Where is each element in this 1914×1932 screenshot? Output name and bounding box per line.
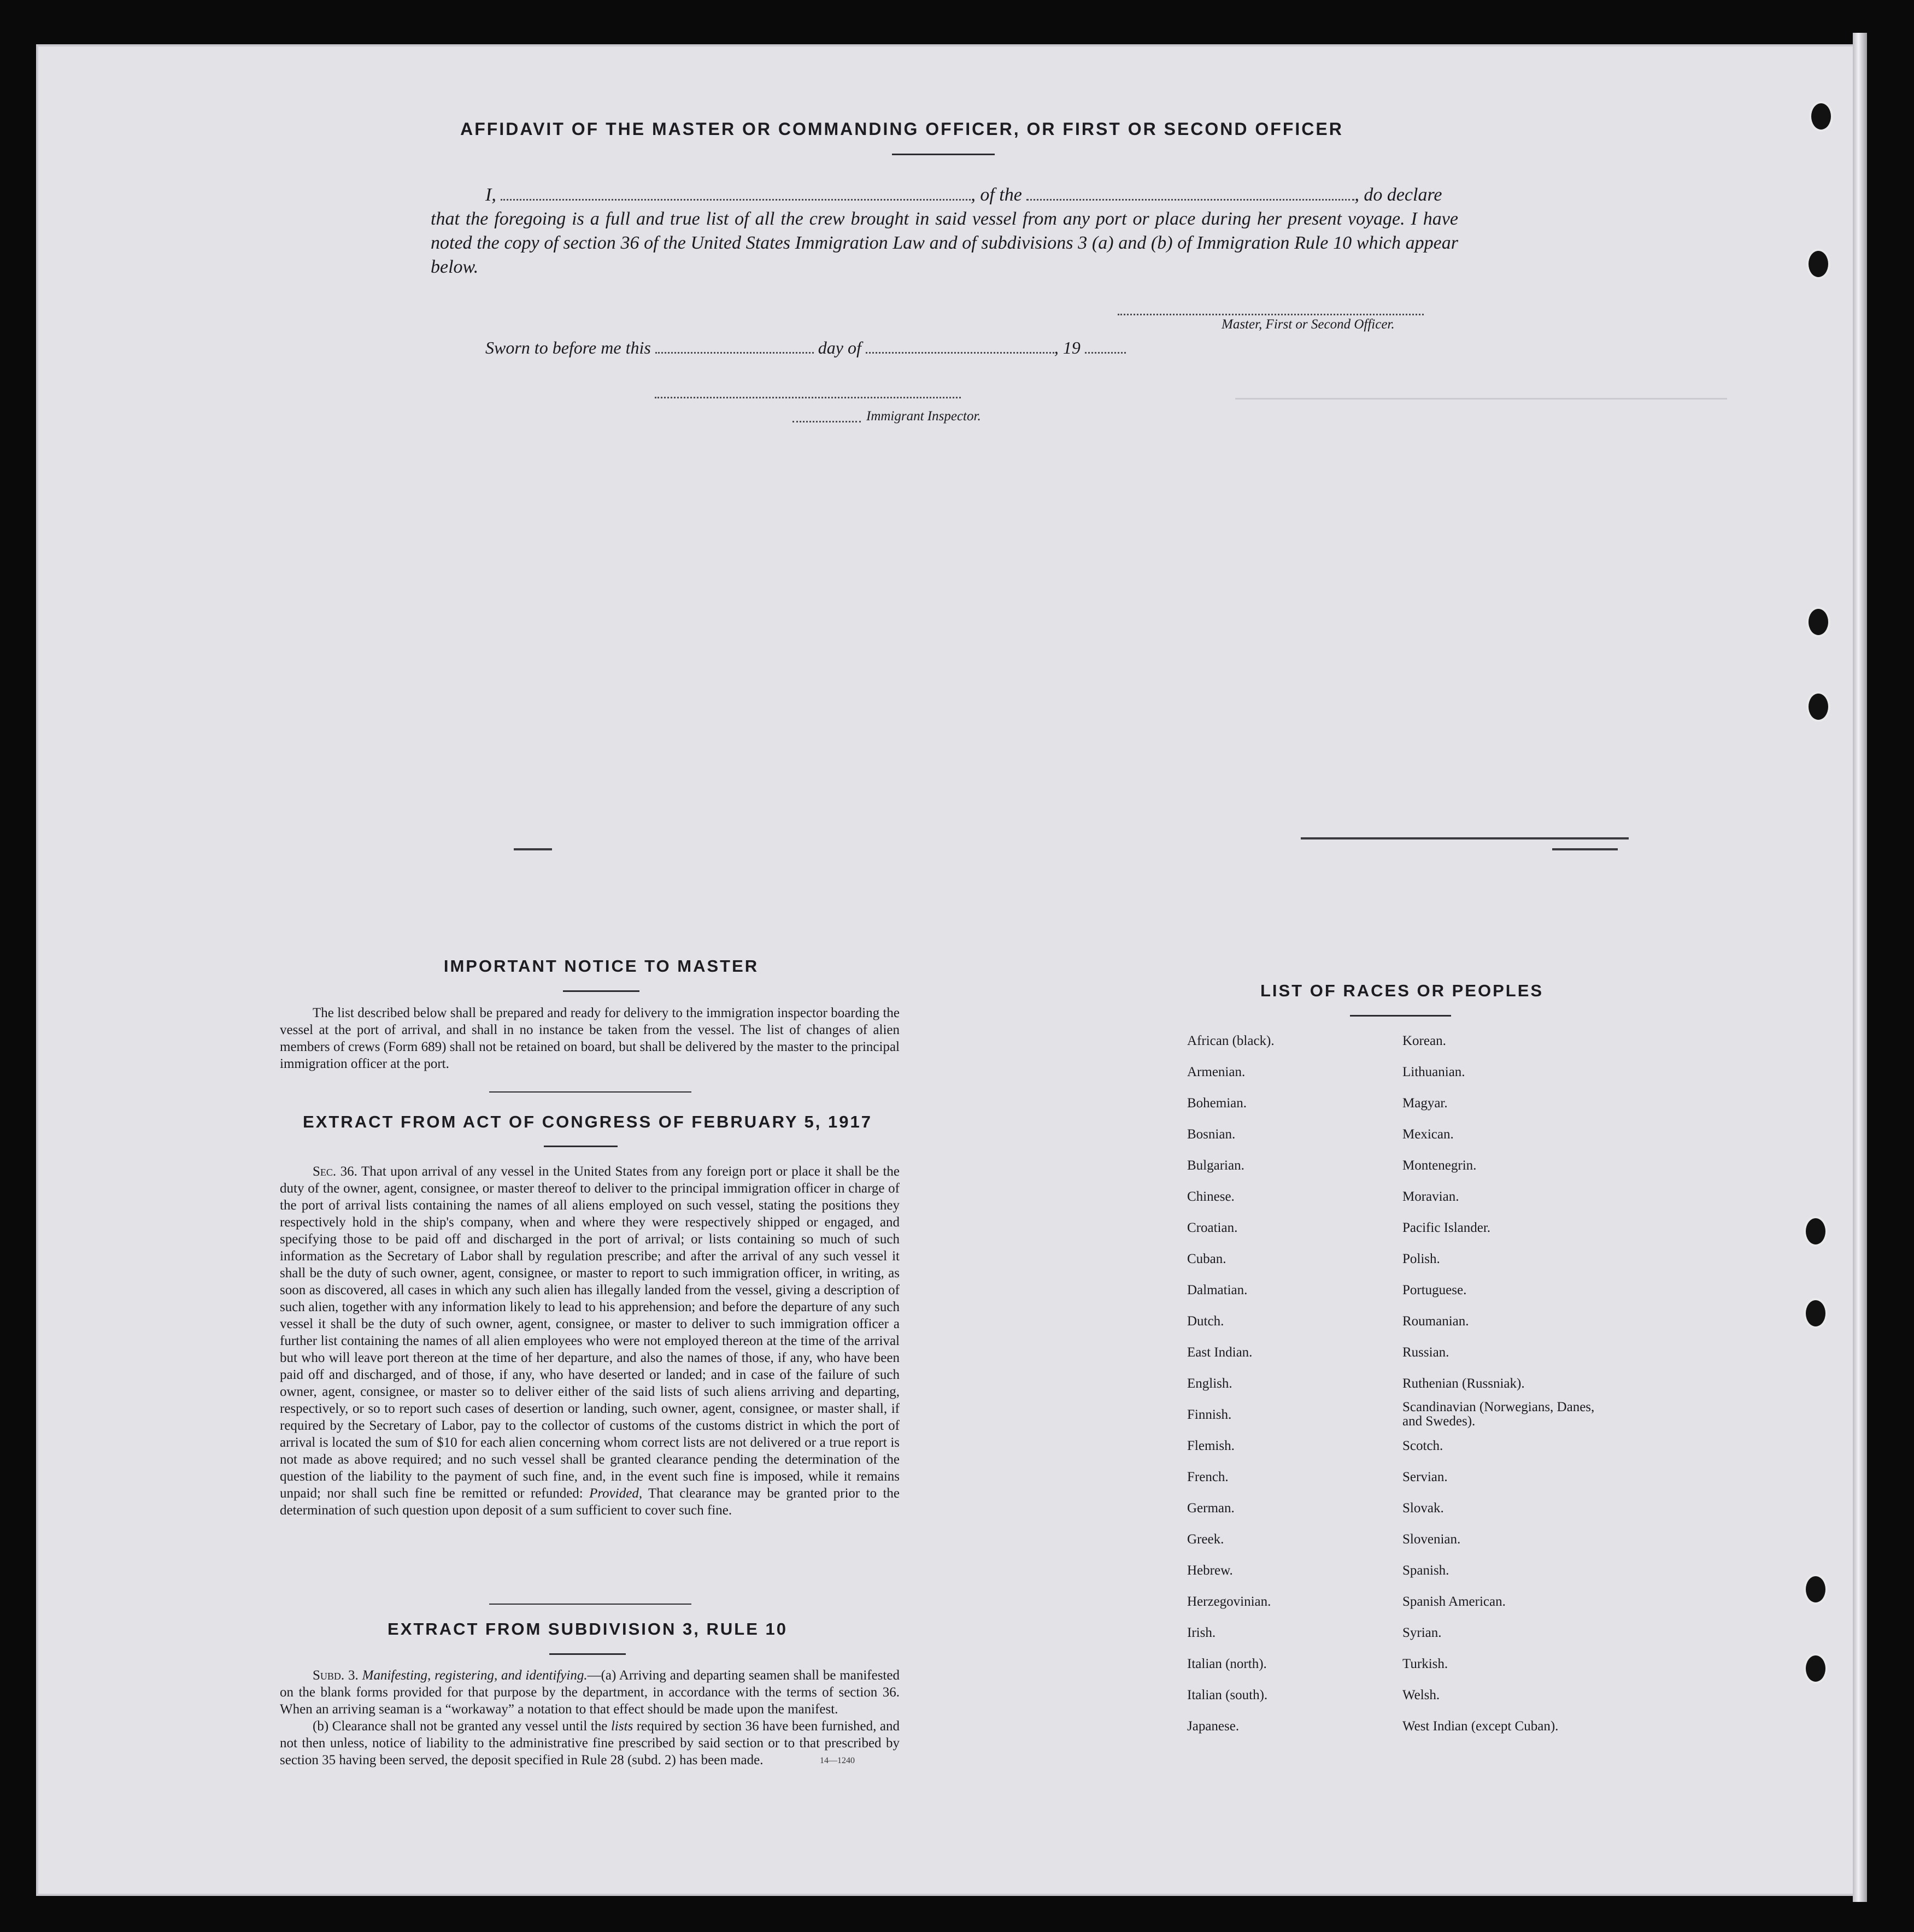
race-item: Bohemian. bbox=[1187, 1096, 1247, 1111]
rule-extract-title: EXTRACT FROM SUBDIVISION 3, RULE 10 bbox=[388, 1619, 788, 1639]
affidavit-title: AFFIDAVIT OF THE MASTER OR COMMANDING OFFICER, OR FIRST OR SECOND OFFICER bbox=[460, 119, 1343, 139]
race-item: Italian (south). bbox=[1187, 1688, 1268, 1702]
race-item: Dalmatian. bbox=[1187, 1283, 1248, 1297]
day-of-label: day of bbox=[818, 338, 861, 357]
race-item: Herzegovinian. bbox=[1187, 1594, 1271, 1609]
race-item: Portuguese. bbox=[1402, 1283, 1467, 1297]
race-item: Polish. bbox=[1402, 1252, 1440, 1266]
bleed-through-line bbox=[514, 848, 552, 850]
sworn-month-field[interactable] bbox=[866, 339, 1054, 354]
sworn-label: Sworn to before me this bbox=[485, 338, 651, 357]
bleed-through-line bbox=[1301, 837, 1629, 839]
officer-signature-field[interactable] bbox=[1118, 301, 1424, 315]
race-item: Flemish. bbox=[1187, 1438, 1235, 1453]
title-underline bbox=[892, 154, 995, 155]
page-edge bbox=[1853, 33, 1867, 1902]
race-item: Slovak. bbox=[1402, 1501, 1444, 1516]
inspector-signature-field-2[interactable] bbox=[792, 408, 861, 422]
race-item: Chinese. bbox=[1187, 1189, 1235, 1204]
race-item: Korean. bbox=[1402, 1033, 1446, 1048]
race-item: Servian. bbox=[1402, 1470, 1448, 1484]
paragraph-b-rest: required by section 36 have been furnished, and not then unless, notice of liability to the administrative fine prescribed by said section or to that prescribed by section 35 having been served, the deposit specified in Rule 28 (subd. 2) has been made. bbox=[280, 1719, 900, 1767]
sec-label: Sec. 36. bbox=[313, 1164, 357, 1179]
form-number: 14—1240 bbox=[820, 1756, 855, 1765]
act-extract-title: EXTRACT FROM ACT OF CONGRESS OF FEBRUARY 5, 1917 bbox=[303, 1112, 872, 1131]
race-item: Bulgarian. bbox=[1187, 1158, 1244, 1173]
race-item: Spanish American. bbox=[1402, 1594, 1506, 1609]
race-item: Irish. bbox=[1187, 1625, 1216, 1640]
race-item: Lithuanian. bbox=[1402, 1065, 1465, 1079]
affidavit-body: that the foregoing is a full and true list of all the crew brought in said vessel from any port or place during her present voyage. I have noted the copy of section 36 of the United States Immigration Law and of subdivisions 3 (a) and (b) of Immigration Rule 10 which appear below. bbox=[431, 209, 1458, 277]
notice-paragraph: The list described below shall be prepared and ready for delivery to the immigration inspector boarding the vessel at the port of arrival, and shall in no instance be taken from the vessel. The list of changes of alien members of crews (Form 689) shall not be retained on board, but shall be delivered by the master to the principal immigration officer at the port. bbox=[280, 1006, 900, 1071]
race-item: Japanese. bbox=[1187, 1719, 1240, 1734]
race-item: French. bbox=[1187, 1470, 1229, 1484]
sworn-year-field[interactable] bbox=[1085, 339, 1126, 354]
affidavit-declaration bbox=[431, 183, 1458, 279]
race-item: East Indian. bbox=[1187, 1345, 1253, 1360]
race-item: Hebrew. bbox=[1187, 1563, 1233, 1578]
act-body-end: That clearance may be granted prior to the determination of such question upon deposit of a sum sufficient to cover such fine. bbox=[280, 1486, 900, 1518]
race-item: Syrian. bbox=[1402, 1625, 1442, 1640]
subd-label: Subd. 3. bbox=[313, 1668, 359, 1683]
act-extract-text bbox=[280, 1163, 900, 1519]
sworn-day-field[interactable] bbox=[655, 339, 814, 354]
i-label: I, bbox=[485, 185, 496, 205]
notice-text bbox=[280, 1005, 900, 1072]
races-right-column bbox=[1402, 1025, 1599, 1742]
year-label: , 19 bbox=[1054, 338, 1081, 357]
race-item: Ruthenian (Russniak). bbox=[1402, 1376, 1525, 1391]
race-item: Mexican. bbox=[1402, 1127, 1454, 1142]
race-item: Dutch. bbox=[1187, 1314, 1224, 1329]
rule-extract-text bbox=[280, 1667, 900, 1769]
race-item: German. bbox=[1187, 1501, 1235, 1516]
races-title-underline bbox=[1350, 1015, 1451, 1017]
do-declare-label: , do declare bbox=[1354, 185, 1442, 205]
binder-hole bbox=[1809, 101, 1833, 132]
race-item: Scandinavian (Norwegians, Danes, and Swedes). bbox=[1402, 1400, 1595, 1429]
race-item: Greek. bbox=[1187, 1532, 1224, 1547]
race-item: Cuban. bbox=[1187, 1252, 1226, 1266]
race-item: Russian. bbox=[1402, 1345, 1449, 1360]
race-item: Pacific Islander. bbox=[1402, 1220, 1491, 1235]
binder-hole bbox=[1804, 1298, 1828, 1329]
race-item: Roumanian. bbox=[1402, 1314, 1469, 1329]
paragraph-b-lists: lists bbox=[610, 1719, 633, 1734]
notice-title: IMPORTANT NOTICE TO MASTER bbox=[443, 956, 759, 976]
race-item: Moravian. bbox=[1402, 1189, 1459, 1204]
race-item: Armenian. bbox=[1187, 1065, 1246, 1079]
race-item: Finnish. bbox=[1187, 1407, 1232, 1422]
inspector-signature-field[interactable] bbox=[655, 384, 961, 398]
act-body: That upon arrival of any vessel in the United States from any foreign port or place it shall be the duty of the owner, agent, consignee, or master thereof to deliver to the principal immigration officer in charge of the port of arrival lists containing the names of all aliens employed on such vessel, stating the positions they respectively hold in the ship's company, when and where they were respectively shipped or engaged, and specifying those to be paid off and discharged in the port of arrival; or lists containing so much of such information as the Secretary of Labor shall by regulation prescribe; and after the arrival of any such vessel it shall be the duty of such owner, agent, consignee, or master to report to such immigration officer, in writing, as soon as discovered, all cases in which any such alien has illegally landed from the vessel, giving a description of such alien, together with any information likely to lead to his apprehension; and before the departure of any such vessel it shall be the duty of such owner, agent, consignee, or master to deliver to such immigration officer a further list containing the names of all alien employees who were not employed thereon at the time of the arrival but who will leave port thereon at the time of her departure, and also the names of those, if any, who have been paid off and discharged, and of those, if any, who have deserted or landed; and in case of the failure of such owner, agent, consignee, or master so to deliver either of the said lists of such aliens arriving and departing, respectively, or so to report such cases of desertion or landing, such owner, agent, consignee, or master shall, if required by the Secretary of Labor, pay to the collector of customs of the customs district in which the port of arrival is located the sum of $10 for each alien concerning whom correct lists are not delivered or a true report is not made as above required; and no such vessel shall be granted clearance pending the determination of the question of the liability to the payment of such fine, and, in the event such fine is imposed, while it remains unpaid; nor shall such fine be remitted or refunded: bbox=[280, 1164, 900, 1501]
paragraph-a: —(a) Arriving and departing seamen shall be manifested on the blank forms provided for that purpose by the department, in accordance with the terms of section 36. When an arriving seaman is a “workaway” a notation to that effect should be made upon the manifest. bbox=[280, 1668, 900, 1717]
races-title: LIST OF RACES OR PEOPLES bbox=[1260, 981, 1544, 1000]
race-item: Turkish. bbox=[1402, 1657, 1448, 1671]
binder-hole bbox=[1806, 249, 1830, 279]
race-item: West Indian (except Cuban). bbox=[1402, 1719, 1559, 1734]
races-left-column bbox=[1187, 1025, 1275, 1742]
race-item: Scotch. bbox=[1402, 1438, 1443, 1453]
race-item: Montenegrin. bbox=[1402, 1158, 1477, 1173]
officer-name-field[interactable] bbox=[501, 186, 971, 201]
notice-underline bbox=[563, 990, 639, 992]
vessel-name-field[interactable] bbox=[1026, 186, 1354, 201]
binder-hole bbox=[1806, 691, 1830, 722]
race-item: Welsh. bbox=[1402, 1688, 1440, 1702]
race-item: English. bbox=[1187, 1376, 1232, 1391]
race-item: Italian (north). bbox=[1187, 1657, 1267, 1671]
act-title-underline bbox=[544, 1146, 618, 1147]
bleed-through-line bbox=[1552, 848, 1618, 850]
race-item: African (black). bbox=[1187, 1033, 1275, 1048]
race-item: Magyar. bbox=[1402, 1096, 1448, 1111]
binder-hole bbox=[1806, 607, 1830, 637]
binder-hole bbox=[1804, 1574, 1828, 1605]
inspector-caption: Immigrant Inspector. bbox=[866, 409, 981, 424]
section-divider bbox=[489, 1091, 691, 1093]
binder-hole bbox=[1804, 1653, 1828, 1684]
race-item: Bosnian. bbox=[1187, 1127, 1236, 1142]
officer-signature-caption: Master, First or Second Officer. bbox=[1222, 317, 1395, 332]
race-item: Spanish. bbox=[1402, 1563, 1449, 1578]
paragraph-b-prefix: (b) Clearance shall not be granted any vessel until the bbox=[313, 1719, 608, 1734]
bleed-through-line bbox=[1235, 398, 1727, 400]
sworn-line bbox=[485, 338, 1126, 358]
race-item: Croatian. bbox=[1187, 1220, 1238, 1235]
of-the-label: , of the bbox=[971, 185, 1022, 205]
section-divider bbox=[489, 1604, 691, 1605]
subd-heading: Manifesting, registering, and identifying. bbox=[362, 1668, 588, 1683]
binder-hole bbox=[1804, 1216, 1828, 1247]
rule-title-underline bbox=[549, 1653, 626, 1655]
provided-label: Provided, bbox=[589, 1486, 643, 1501]
race-item: Slovenian. bbox=[1402, 1532, 1461, 1547]
